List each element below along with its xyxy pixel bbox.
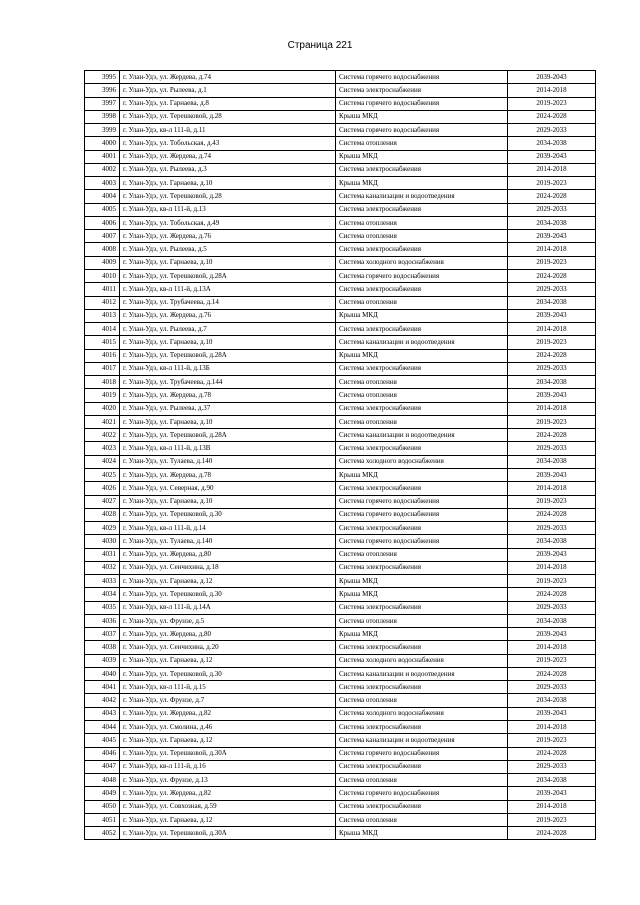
table-row <box>85 230 596 243</box>
row-number-cell: 3999 <box>85 124 120 137</box>
table-row <box>85 654 596 667</box>
system-cell: Система холодного водоснабжения <box>336 707 508 720</box>
table-row <box>85 336 596 349</box>
system-cell: Крыша МКД <box>336 177 508 190</box>
system-cell: Система горячего водоснабжения <box>336 508 508 521</box>
address-cell: г. Улан-Удэ, ул. Терешковой, д.30 <box>120 508 336 521</box>
address-cell: г. Улан-Удэ, кв-л 111-й, д.14А <box>120 601 336 614</box>
row-number-cell: 4035 <box>85 601 120 614</box>
table-row <box>85 84 596 97</box>
address-cell: г. Улан-Удэ, ул. Тулаева, д.140 <box>120 535 336 548</box>
period-cell: 2039-2043 <box>508 389 596 402</box>
address-cell: г. Улан-Удэ, ул. Жердева, д.80 <box>120 548 336 561</box>
system-cell: Система электроснабжения <box>336 442 508 455</box>
row-number-cell: 4040 <box>85 667 120 680</box>
system-cell: Система горячего водоснабжения <box>336 787 508 800</box>
address-cell: г. Улан-Удэ, ул. Фрунзе, д.5 <box>120 614 336 627</box>
period-cell: 2019-2023 <box>508 495 596 508</box>
period-cell: 2034-2038 <box>508 455 596 468</box>
table-row <box>85 601 596 614</box>
address-cell: г. Улан-Удэ, ул. Рылеева, д.1 <box>120 84 336 97</box>
address-cell: г. Улан-Удэ, кв-л 111-й, д.16 <box>120 760 336 773</box>
row-number-cell: 4016 <box>85 349 120 362</box>
system-cell: Система отопления <box>336 216 508 229</box>
period-cell: 2014-2018 <box>508 323 596 336</box>
row-number-cell: 4019 <box>85 389 120 402</box>
row-number-cell: 4001 <box>85 150 120 163</box>
system-cell: Система горячего водоснабжения <box>336 71 508 84</box>
system-cell: Система электроснабжения <box>336 760 508 773</box>
period-cell: 2014-2018 <box>508 243 596 256</box>
table-row <box>85 243 596 256</box>
table-row <box>85 163 596 176</box>
period-cell: 2019-2023 <box>508 177 596 190</box>
address-cell: г. Улан-Удэ, кв-л 111-й, д.14 <box>120 522 336 535</box>
system-cell: Крыша МКД <box>336 827 508 840</box>
period-cell: 2024-2028 <box>508 349 596 362</box>
system-cell: Система холодного водоснабжения <box>336 256 508 269</box>
row-number-cell: 4046 <box>85 747 120 760</box>
row-number-cell: 4010 <box>85 269 120 282</box>
period-cell: 2024-2028 <box>508 667 596 680</box>
period-cell: 2014-2018 <box>508 163 596 176</box>
system-cell: Система отопления <box>336 376 508 389</box>
period-cell: 2024-2028 <box>508 429 596 442</box>
system-cell: Система электроснабжения <box>336 163 508 176</box>
system-cell: Система холодного водоснабжения <box>336 455 508 468</box>
table-row <box>85 707 596 720</box>
period-cell: 2039-2043 <box>508 787 596 800</box>
row-number-cell: 4043 <box>85 707 120 720</box>
table-row <box>85 667 596 680</box>
row-number-cell: 4048 <box>85 774 120 787</box>
address-cell: г. Улан-Удэ, ул. Терешковой, д.30 <box>120 588 336 601</box>
system-cell: Система электроснабжения <box>336 84 508 97</box>
period-cell: 2029-2033 <box>508 203 596 216</box>
row-number-cell: 4032 <box>85 561 120 574</box>
period-cell: 2014-2018 <box>508 482 596 495</box>
system-cell: Система отопления <box>336 774 508 787</box>
row-number-cell: 4013 <box>85 309 120 322</box>
row-number-cell: 3995 <box>85 71 120 84</box>
row-number-cell: 4022 <box>85 429 120 442</box>
address-cell: г. Улан-Удэ, ул. Фрунзе, д.13 <box>120 774 336 787</box>
system-cell: Крыша МКД <box>336 575 508 588</box>
table-row <box>85 827 596 840</box>
period-cell: 2039-2043 <box>508 150 596 163</box>
period-cell: 2034-2038 <box>508 216 596 229</box>
period-cell: 2039-2043 <box>508 548 596 561</box>
address-cell: г. Улан-Удэ, ул. Гарнаева, д.10 <box>120 256 336 269</box>
period-cell: 2034-2038 <box>508 535 596 548</box>
period-cell: 2014-2018 <box>508 84 596 97</box>
system-cell: Система электроснабжения <box>336 362 508 375</box>
table-row <box>85 296 596 309</box>
system-cell: Система отопления <box>336 389 508 402</box>
table-row <box>85 177 596 190</box>
row-number-cell: 4047 <box>85 760 120 773</box>
address-cell: г. Улан-Удэ, ул. Рылеева, д.7 <box>120 323 336 336</box>
address-cell: г. Улан-Удэ, ул. Жердева, д.78 <box>120 389 336 402</box>
row-number-cell: 4009 <box>85 256 120 269</box>
table-row <box>85 376 596 389</box>
row-number-cell: 4034 <box>85 588 120 601</box>
period-cell: 2029-2033 <box>508 601 596 614</box>
period-cell: 2029-2033 <box>508 681 596 694</box>
row-number-cell: 4037 <box>85 628 120 641</box>
table-row <box>85 721 596 734</box>
period-cell: 2039-2043 <box>508 468 596 481</box>
address-cell: г. Улан-Удэ, ул. Гарнаева, д.10 <box>120 415 336 428</box>
row-number-cell: 4033 <box>85 575 120 588</box>
table-row <box>85 389 596 402</box>
address-cell: г. Улан-Удэ, кв-л 111-й, д.13Б <box>120 362 336 375</box>
table-row <box>85 800 596 813</box>
row-number-cell: 4003 <box>85 177 120 190</box>
period-cell: 2019-2023 <box>508 654 596 667</box>
row-number-cell: 3997 <box>85 97 120 110</box>
system-cell: Система горячего водоснабжения <box>336 747 508 760</box>
row-number-cell: 4027 <box>85 495 120 508</box>
address-cell: г. Улан-Удэ, ул. Жердева, д.76 <box>120 309 336 322</box>
system-cell: Крыша МКД <box>336 309 508 322</box>
address-cell: г. Улан-Удэ, ул. Терешковой, д.28 <box>120 190 336 203</box>
period-cell: 2019-2023 <box>508 575 596 588</box>
system-cell: Система электроснабжения <box>336 800 508 813</box>
address-cell: г. Улан-Удэ, ул. Терешковой, д.30 <box>120 667 336 680</box>
period-cell: 2019-2023 <box>508 734 596 747</box>
address-cell: г. Улан-Удэ, ул. Тулаева, д.140 <box>120 455 336 468</box>
address-cell: г. Улан-Удэ, кв-л 111-й, д.15 <box>120 681 336 694</box>
table-row <box>85 150 596 163</box>
table-row <box>85 203 596 216</box>
row-number-cell: 4011 <box>85 283 120 296</box>
system-cell: Система электроснабжения <box>336 203 508 216</box>
period-cell: 2014-2018 <box>508 800 596 813</box>
address-cell: г. Улан-Удэ, ул. Сенчихина, д.20 <box>120 641 336 654</box>
table-row <box>85 455 596 468</box>
address-cell: г. Улан-Удэ, ул. Гарнаева, д.10 <box>120 177 336 190</box>
row-number-cell: 4020 <box>85 402 120 415</box>
period-cell: 2024-2028 <box>508 508 596 521</box>
period-cell: 2034-2038 <box>508 137 596 150</box>
address-cell: г. Улан-Удэ, ул. Совхозная, д.59 <box>120 800 336 813</box>
address-cell: г. Улан-Удэ, ул. Терешковой, д.28А <box>120 349 336 362</box>
row-number-cell: 4026 <box>85 482 120 495</box>
period-cell: 2034-2038 <box>508 774 596 787</box>
row-number-cell: 4030 <box>85 535 120 548</box>
address-cell: г. Улан-Удэ, ул. Жердева, д.74 <box>120 71 336 84</box>
row-number-cell: 4031 <box>85 548 120 561</box>
row-number-cell: 4050 <box>85 800 120 813</box>
table-row <box>85 787 596 800</box>
period-cell: 2014-2018 <box>508 721 596 734</box>
system-cell: Крыша МКД <box>336 628 508 641</box>
address-cell: г. Улан-Удэ, ул. Гарнаева, д.10 <box>120 495 336 508</box>
table-row <box>85 137 596 150</box>
address-cell: г. Улан-Удэ, ул. Гарнаева, д.12 <box>120 654 336 667</box>
row-number-cell: 4008 <box>85 243 120 256</box>
address-cell: г. Улан-Удэ, ул. Гарнаева, д.12 <box>120 575 336 588</box>
system-cell: Крыша МКД <box>336 588 508 601</box>
table-row <box>85 495 596 508</box>
system-cell: Система электроснабжения <box>336 482 508 495</box>
system-cell: Система электроснабжения <box>336 402 508 415</box>
table-row <box>85 71 596 84</box>
system-cell: Крыша МКД <box>336 468 508 481</box>
table-row <box>85 774 596 787</box>
row-number-cell: 4042 <box>85 694 120 707</box>
system-cell: Система отопления <box>336 548 508 561</box>
address-cell: г. Улан-Удэ, ул. Тобольская, д.43 <box>120 137 336 150</box>
address-cell: г. Улан-Удэ, ул. Жердева, д.78 <box>120 468 336 481</box>
row-number-cell: 4014 <box>85 323 120 336</box>
period-cell: 2029-2033 <box>508 283 596 296</box>
period-cell: 2029-2033 <box>508 522 596 535</box>
row-number-cell: 4024 <box>85 455 120 468</box>
period-cell: 2019-2023 <box>508 813 596 826</box>
row-number-cell: 4023 <box>85 442 120 455</box>
period-cell: 2024-2028 <box>508 190 596 203</box>
table-row <box>85 482 596 495</box>
system-cell: Система горячего водоснабжения <box>336 269 508 282</box>
period-cell: 2029-2033 <box>508 760 596 773</box>
system-cell: Система холодного водоснабжения <box>336 654 508 667</box>
system-cell: Система отопления <box>336 415 508 428</box>
period-cell: 2034-2038 <box>508 614 596 627</box>
table-row <box>85 216 596 229</box>
address-cell: г. Улан-Удэ, кв-л 111-й, д.13В <box>120 442 336 455</box>
address-cell: г. Улан-Удэ, кв-л 111-й, д.13А <box>120 283 336 296</box>
period-cell: 2014-2018 <box>508 402 596 415</box>
row-number-cell: 3996 <box>85 84 120 97</box>
address-cell: г. Улан-Удэ, ул. Терешковой, д.28 <box>120 110 336 123</box>
table-row <box>85 309 596 322</box>
address-cell: г. Улан-Удэ, ул. Терешковой, д.28А <box>120 269 336 282</box>
row-number-cell: 4045 <box>85 734 120 747</box>
table-row <box>85 734 596 747</box>
address-cell: г. Улан-Удэ, ул. Гарнаева, д.12 <box>120 734 336 747</box>
row-number-cell: 4038 <box>85 641 120 654</box>
period-cell: 2039-2043 <box>508 230 596 243</box>
row-number-cell: 4021 <box>85 415 120 428</box>
system-cell: Система электроснабжения <box>336 283 508 296</box>
row-number-cell: 4028 <box>85 508 120 521</box>
table-row <box>85 614 596 627</box>
period-cell: 2019-2023 <box>508 256 596 269</box>
row-number-cell: 4002 <box>85 163 120 176</box>
table-row <box>85 256 596 269</box>
address-cell: г. Улан-Удэ, ул. Трубачеева, д.14 <box>120 296 336 309</box>
table-row <box>85 575 596 588</box>
table-row <box>85 124 596 137</box>
address-cell: г. Улан-Удэ, ул. Северная, д.90 <box>120 482 336 495</box>
table-body <box>85 71 596 840</box>
table-row <box>85 362 596 375</box>
system-cell: Система отопления <box>336 296 508 309</box>
system-cell: Система электроснабжения <box>336 561 508 574</box>
system-cell: Крыша МКД <box>336 110 508 123</box>
table-row <box>85 813 596 826</box>
table-row <box>85 429 596 442</box>
system-cell: Система электроснабжения <box>336 601 508 614</box>
table-row <box>85 747 596 760</box>
row-number-cell: 4017 <box>85 362 120 375</box>
address-cell: г. Улан-Удэ, кв-л 111-й, д.13 <box>120 203 336 216</box>
period-cell: 2024-2028 <box>508 827 596 840</box>
row-number-cell: 4025 <box>85 468 120 481</box>
system-cell: Крыша МКД <box>336 349 508 362</box>
table-row <box>85 508 596 521</box>
system-cell: Система электроснабжения <box>336 641 508 654</box>
row-number-cell: 4015 <box>85 336 120 349</box>
period-cell: 2019-2023 <box>508 415 596 428</box>
period-cell: 2024-2028 <box>508 588 596 601</box>
address-cell: г. Улан-Удэ, ул. Гарнаева, д.10 <box>120 336 336 349</box>
period-cell: 2014-2018 <box>508 561 596 574</box>
row-number-cell: 4039 <box>85 654 120 667</box>
address-cell: г. Улан-Удэ, ул. Терешковой, д.28А <box>120 429 336 442</box>
table-row <box>85 588 596 601</box>
row-number-cell: 4044 <box>85 721 120 734</box>
table-row <box>85 190 596 203</box>
address-cell: г. Улан-Удэ, ул. Смолина, д.46 <box>120 721 336 734</box>
row-number-cell: 4007 <box>85 230 120 243</box>
system-cell: Система горячего водоснабжения <box>336 495 508 508</box>
system-cell: Система канализации и водоотведения <box>336 190 508 203</box>
system-cell: Система отопления <box>336 694 508 707</box>
table-row <box>85 349 596 362</box>
table-row <box>85 323 596 336</box>
table-row <box>85 535 596 548</box>
address-cell: г. Улан-Удэ, ул. Гарнаева, д.12 <box>120 813 336 826</box>
row-number-cell: 4036 <box>85 614 120 627</box>
period-cell: 2024-2028 <box>508 747 596 760</box>
system-cell: Система горячего водоснабжения <box>336 535 508 548</box>
period-cell: 2034-2038 <box>508 296 596 309</box>
period-cell: 2019-2023 <box>508 336 596 349</box>
period-cell: 2039-2043 <box>508 628 596 641</box>
period-cell: 2019-2023 <box>508 97 596 110</box>
period-cell: 2039-2043 <box>508 71 596 84</box>
address-cell: г. Улан-Удэ, ул. Терешковой, д.30А <box>120 827 336 840</box>
address-cell: г. Улан-Удэ, ул. Жердева, д.82 <box>120 787 336 800</box>
table-row <box>85 97 596 110</box>
system-cell: Система электроснабжения <box>336 721 508 734</box>
table-row <box>85 468 596 481</box>
table-row <box>85 415 596 428</box>
period-cell: 2014-2018 <box>508 641 596 654</box>
row-number-cell: 4012 <box>85 296 120 309</box>
address-cell: г. Улан-Удэ, ул. Гарнаева, д.8 <box>120 97 336 110</box>
address-cell: г. Улан-Удэ, ул. Жердева, д.76 <box>120 230 336 243</box>
period-cell: 2039-2043 <box>508 309 596 322</box>
system-cell: Система электроснабжения <box>336 243 508 256</box>
period-cell: 2034-2038 <box>508 694 596 707</box>
period-cell: 2029-2033 <box>508 442 596 455</box>
system-cell: Система отопления <box>336 230 508 243</box>
system-cell: Система отопления <box>336 813 508 826</box>
system-cell: Система электроснабжения <box>336 323 508 336</box>
address-cell: г. Улан-Удэ, ул. Рылеева, д.3 <box>120 163 336 176</box>
system-cell: Система электроснабжения <box>336 522 508 535</box>
address-cell: г. Улан-Удэ, ул. Рылеева, д.5 <box>120 243 336 256</box>
system-cell: Система канализации и водоотведения <box>336 667 508 680</box>
row-number-cell: 4018 <box>85 376 120 389</box>
row-number-cell: 4041 <box>85 681 120 694</box>
system-cell: Система канализации и водоотведения <box>336 734 508 747</box>
system-cell: Крыша МКД <box>336 150 508 163</box>
row-number-cell: 4004 <box>85 190 120 203</box>
address-cell: г. Улан-Удэ, ул. Жердева, д.82 <box>120 707 336 720</box>
address-cell: г. Улан-Удэ, кв-л 111-й, д.11 <box>120 124 336 137</box>
period-cell: 2024-2028 <box>508 110 596 123</box>
table-row <box>85 269 596 282</box>
table-row <box>85 681 596 694</box>
row-number-cell: 4051 <box>85 813 120 826</box>
system-cell: Система канализации и водоотведения <box>336 429 508 442</box>
table-row <box>85 402 596 415</box>
system-cell: Система отопления <box>336 137 508 150</box>
row-number-cell: 4005 <box>85 203 120 216</box>
period-cell: 2039-2043 <box>508 707 596 720</box>
table-row <box>85 760 596 773</box>
table-row <box>85 548 596 561</box>
table-row <box>85 442 596 455</box>
table-row <box>85 641 596 654</box>
system-cell: Система горячего водоснабжения <box>336 124 508 137</box>
row-number-cell: 3998 <box>85 110 120 123</box>
system-cell: Система канализации и водоотведения <box>336 336 508 349</box>
address-cell: г. Улан-Удэ, ул. Фрунзе, д.7 <box>120 694 336 707</box>
system-cell: Система отопления <box>336 614 508 627</box>
table-row <box>85 694 596 707</box>
system-cell: Система горячего водоснабжения <box>336 97 508 110</box>
row-number-cell: 4029 <box>85 522 120 535</box>
address-cell: г. Улан-Удэ, ул. Сенчихина, д.18 <box>120 561 336 574</box>
row-number-cell: 4049 <box>85 787 120 800</box>
table-row <box>85 561 596 574</box>
address-cell: г. Улан-Удэ, ул. Жердева, д.74 <box>120 150 336 163</box>
period-cell: 2024-2028 <box>508 269 596 282</box>
table-row <box>85 283 596 296</box>
period-cell: 2029-2033 <box>508 362 596 375</box>
period-cell: 2029-2033 <box>508 124 596 137</box>
row-number-cell: 4006 <box>85 216 120 229</box>
address-cell: г. Улан-Удэ, ул. Терешковой, д.30А <box>120 747 336 760</box>
address-cell: г. Улан-Удэ, ул. Тобольская, д.49 <box>120 216 336 229</box>
table-row <box>85 628 596 641</box>
address-cell: г. Улан-Удэ, ул. Жердева, д.80 <box>120 628 336 641</box>
table-row <box>85 110 596 123</box>
row-number-cell: 4052 <box>85 827 120 840</box>
address-cell: г. Улан-Удэ, ул. Рылеева, д.37 <box>120 402 336 415</box>
capital-repair-table <box>84 70 596 840</box>
address-cell: г. Улан-Удэ, ул. Трубачеева, д.144 <box>120 376 336 389</box>
period-cell: 2034-2038 <box>508 376 596 389</box>
row-number-cell: 4000 <box>85 137 120 150</box>
table-row <box>85 522 596 535</box>
page-title: Страница 221 <box>287 40 353 51</box>
system-cell: Система электроснабжения <box>336 681 508 694</box>
